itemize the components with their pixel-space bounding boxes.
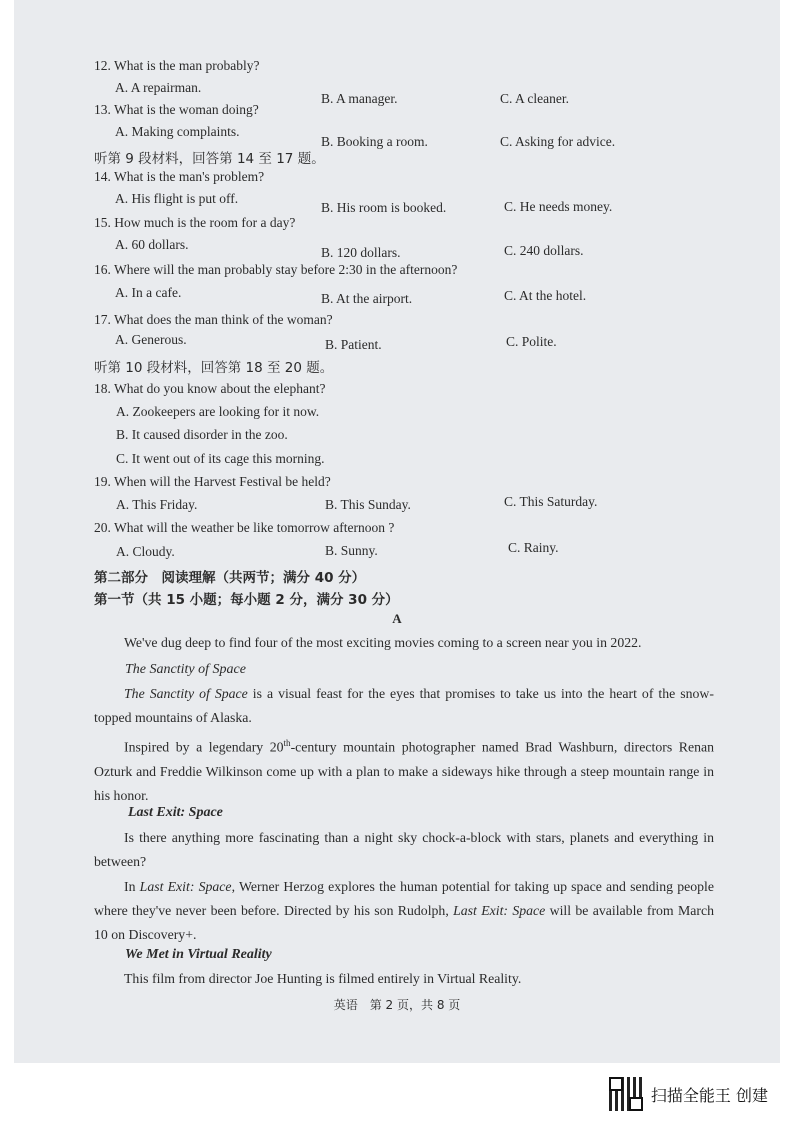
movie-1-p2-text-b: -century mountain photographer named Brad Washburn, directors Renan Ozturk and Freddie Wilkinson come up with a plan to make a sideways hike through a steep mountain range in his honor. — [94, 739, 714, 803]
q19-option-b: B. This Sunday. — [325, 497, 411, 512]
q17-option-c: C. Polite. — [506, 334, 557, 349]
question-18: 18. What do you know about the elephant? — [94, 381, 326, 396]
movie-2-paragraph-2 — [94, 875, 714, 947]
movie-1-p1-text: is a visual feast for the eyes that promises to take us into the heart of the snow-topped mountains of Alaska. — [94, 686, 714, 725]
section-1-title: 第一节（共 15 小题；每小题 2 分，满分 30 分） — [94, 592, 399, 608]
instruction-segment-10: 听第 10 段材料，回答第 18 至 20 题。 — [94, 360, 334, 376]
q19-option-a: A. This Friday. — [116, 497, 198, 512]
q14-option-a: A. His flight is put off. — [115, 191, 239, 206]
q20-option-c: C. Rainy. — [508, 540, 559, 555]
movie-2-p2-text-a: In — [124, 879, 140, 894]
movie-2-p1-text: Is there anything more fascinating than a night sky chock-a-block with stars, planets and everything in between? — [94, 830, 714, 869]
q15-option-b: B. 120 dollars. — [321, 245, 401, 260]
movie-1-inline-title: The Sanctity of Space — [124, 686, 248, 701]
q15-option-c: C. 240 dollars. — [504, 243, 584, 258]
question-19: 19. When will the Harvest Festival be held? — [94, 474, 331, 489]
movie-1-title: The Sanctity of Space — [125, 662, 246, 677]
passage-label: A — [392, 611, 402, 626]
movie-1-paragraph-2 — [94, 731, 714, 808]
ordinal-suffix: th — [283, 738, 291, 748]
movie-2-inline-title-1: Last Exit: Space — [139, 879, 232, 894]
question-13: 13. What is the woman doing? — [94, 102, 259, 117]
q14-option-c: C. He needs money. — [504, 199, 613, 214]
intro-text: We've dug deep to find four of the most exciting movies coming to a screen near you in 2022. — [124, 635, 642, 650]
question-15: 15. How much is the room for a day? — [94, 215, 296, 230]
q19-option-c: C. This Saturday. — [504, 494, 598, 509]
scanned-page — [14, 0, 780, 1063]
movie-2-title: Last Exit: Space — [128, 805, 223, 820]
question-16: 16. Where will the man probably stay before 2:30 in the afternoon? — [94, 262, 458, 277]
question-14: 14. What is the man's problem? — [94, 169, 265, 184]
passage-intro — [94, 631, 714, 655]
q18-option-b: B. It caused disorder in the zoo. — [116, 427, 288, 442]
q13-option-a: A. Making complaints. — [115, 124, 240, 139]
q16-option-a: A. In a cafe. — [115, 285, 182, 300]
part-2-title: 第二部分 阅读理解（共两节；满分 40 分） — [94, 570, 366, 586]
movie-3-p1-text: This film from director Joe Hunting is filmed entirely in Virtual Reality. — [124, 971, 522, 986]
q12-option-b: B. A manager. — [321, 91, 398, 106]
movie-2-paragraph-1 — [94, 826, 714, 874]
q14-option-b: B. His room is booked. — [321, 200, 447, 215]
page-footer: 英语 第 2 页，共 8 页 — [333, 998, 461, 1012]
qr-code-icon — [609, 1077, 643, 1111]
q13-option-c: C. Asking for advice. — [500, 134, 616, 149]
q16-option-c: C. At the hotel. — [504, 288, 587, 303]
movie-3-title: We Met in Virtual Reality — [125, 947, 272, 962]
question-17: 17. What does the man think of the woman? — [94, 312, 333, 327]
q17-option-b: B. Patient. — [325, 337, 382, 352]
q15-option-a: A. 60 dollars. — [115, 237, 189, 252]
scanner-watermark — [609, 1078, 768, 1110]
movie-1-paragraph-1 — [94, 682, 714, 730]
q13-option-b: B. Booking a room. — [321, 134, 428, 149]
question-20: 20. What will the weather be like tomorrow afternoon ? — [94, 520, 395, 535]
q12-option-c: C. A cleaner. — [500, 91, 569, 106]
q18-option-a: A. Zookeepers are looking for it now. — [116, 404, 320, 419]
watermark-text: 扫描全能王 创建 — [650, 1085, 768, 1105]
q18-option-c: C. It went out of its cage this morning. — [116, 451, 325, 466]
q20-option-a: A. Cloudy. — [116, 544, 175, 559]
movie-2-p2-text-b: , Werner Herzog explores the human potential for taking up space and sending people where they've never been before. Directed by his son Rudolph, — [94, 879, 714, 918]
movie-2-inline-title-2: Last Exit: Space — [453, 903, 546, 918]
movie-3-paragraph-1 — [94, 967, 714, 991]
q17-option-a: A. Generous. — [115, 332, 187, 347]
instruction-segment-9: 听第 9 段材料，回答第 14 至 17 题。 — [94, 151, 325, 167]
q12-option-a: A. A repairman. — [115, 80, 202, 95]
q16-option-b: B. At the airport. — [321, 291, 413, 306]
question-12: 12. What is the man probably? — [94, 58, 260, 73]
movie-1-p2-text-a: Inspired by a legendary 20 — [124, 739, 284, 755]
movie-2-p2-text-c: will be available from March 10 on Discovery+. — [94, 903, 714, 942]
q20-option-b: B. Sunny. — [325, 543, 378, 558]
